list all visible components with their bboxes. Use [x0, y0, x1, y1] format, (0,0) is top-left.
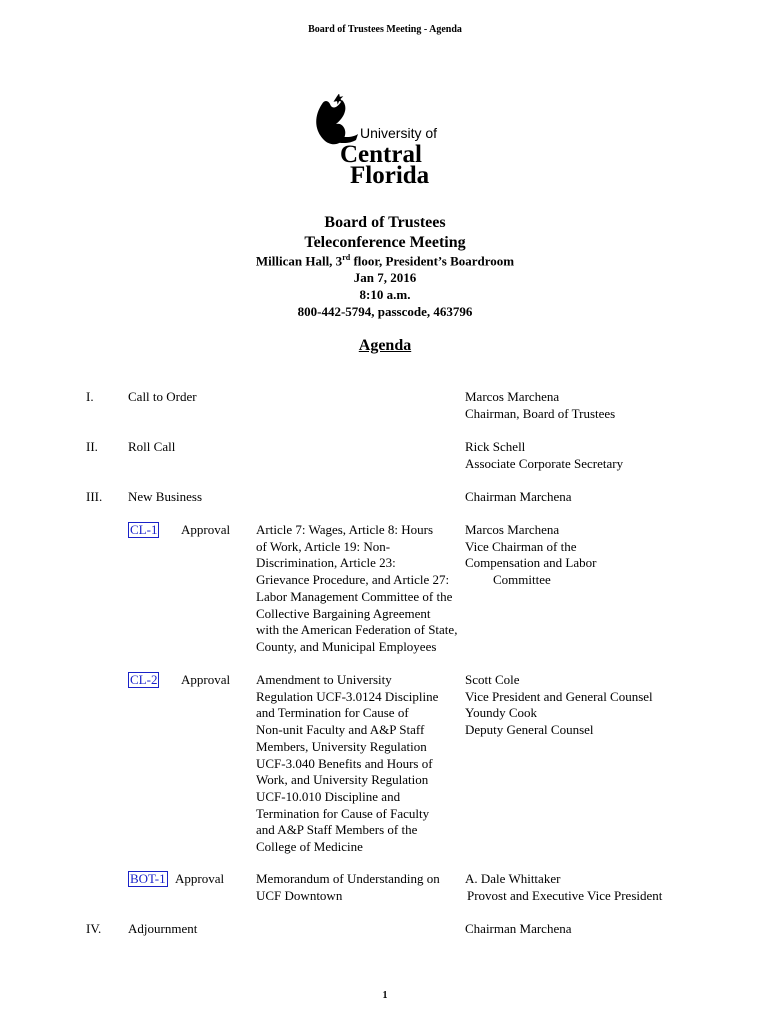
item-description-line: Labor Management Committee of the	[256, 588, 453, 604]
presenter-line: Compensation and Labor	[465, 555, 597, 571]
dial-in-number: 800-442-5794, passcode, 463796	[297, 304, 473, 319]
item-link-cl-2[interactable]: CL-2	[130, 672, 158, 687]
item-description-line: and Termination for Cause of	[256, 705, 409, 721]
item-description-line: UCF-10.010 Discipline and	[256, 788, 401, 804]
presenter-line: Associate Corporate Secretary	[465, 455, 624, 471]
item-description-line: of Work, Article 19: Non-	[256, 538, 391, 554]
item-description-line: Non-unit Faculty and A&P Staff	[256, 722, 425, 738]
item-action: Approval	[175, 871, 225, 886]
logo-text-florida: Florida	[350, 162, 430, 186]
item-description-line: Article 7: Wages, Article 8: Hours	[256, 522, 434, 537]
presenter-line: Vice Chairman of the	[465, 538, 577, 554]
presenter-line: Committee	[493, 572, 551, 588]
item-link-cl-1[interactable]: CL-1	[130, 522, 158, 537]
ucf-logo	[312, 94, 462, 186]
presenter-line: Provost and Executive Vice President	[467, 887, 663, 903]
presenter-line: Vice President and General Counsel	[465, 688, 653, 704]
meeting-date: Jan 7, 2016	[353, 270, 417, 285]
section-number: I.	[86, 389, 94, 404]
logo-text-university-of: University of	[360, 125, 438, 141]
item-description-line: Regulation UCF-3.0124 Discipline	[256, 688, 439, 704]
item-description-line: Collective Bargaining Agreement	[256, 605, 431, 621]
item-description-line: UCF Downtown	[256, 887, 343, 903]
section-title: Roll Call	[128, 439, 176, 454]
page-number: 1	[382, 990, 388, 1001]
item-description-line: College of Medicine	[256, 839, 363, 854]
presenter-line: Chairman Marchena	[465, 489, 572, 504]
section-title: New Business	[128, 489, 203, 504]
presenter-line: Deputy General Counsel	[465, 722, 594, 738]
section-number: IV.	[86, 921, 102, 936]
agenda-heading: Agenda	[358, 337, 412, 354]
meeting-location: Millican Hall, 3rd floor, President’s Boardroom	[255, 253, 515, 269]
board-title: Board of Trustees	[324, 214, 446, 231]
presenter-line: Chairman, Board of Trustees	[465, 405, 616, 421]
meeting-time: 8:10 a.m.	[359, 287, 411, 302]
presenter-line: Chairman Marchena	[465, 921, 572, 936]
section-title: Adjournment	[128, 921, 198, 936]
meeting-type: Teleconference Meeting	[304, 234, 466, 251]
section-number: II.	[86, 439, 98, 454]
item-action: Approval	[181, 672, 231, 687]
presenter-line: Marcos Marchena	[465, 389, 560, 404]
pegasus-icon	[316, 94, 358, 144]
section-number: III.	[86, 489, 103, 504]
item-description-line: with the American Federation of State,	[256, 622, 458, 638]
item-description-line: Amendment to University	[256, 672, 392, 687]
item-description-line: Termination for Cause of Faculty	[256, 805, 430, 821]
presenter-line: Rick Schell	[465, 439, 526, 454]
item-description-line: Memorandum of Understanding on	[256, 871, 440, 886]
running-header: Board of Trustees Meeting - Agenda	[308, 24, 462, 35]
item-description-line: County, and Municipal Employees	[256, 638, 437, 654]
item-description-line: Grievance Procedure, and Article 27:	[256, 572, 450, 588]
item-description-line: Work, and University Regulation	[256, 772, 429, 788]
item-description-line: Discrimination, Article 23:	[256, 555, 396, 571]
item-description-line: UCF-3.040 Benefits and Hours of	[256, 755, 433, 771]
logo-text-central: Central	[340, 141, 422, 168]
item-description-line: and A&P Staff Members of the	[256, 822, 418, 838]
item-action: Approval	[181, 522, 231, 537]
item-link-bot-1[interactable]: BOT-1	[130, 871, 166, 886]
presenter-line: Youndy Cook	[465, 705, 538, 721]
item-description-line: Members, University Regulation	[256, 738, 427, 754]
presenter-line: Scott Cole	[465, 672, 520, 687]
presenter-line: A. Dale Whittaker	[465, 871, 561, 886]
section-title: Call to Order	[128, 389, 197, 404]
presenter-line: Marcos Marchena	[465, 522, 560, 537]
